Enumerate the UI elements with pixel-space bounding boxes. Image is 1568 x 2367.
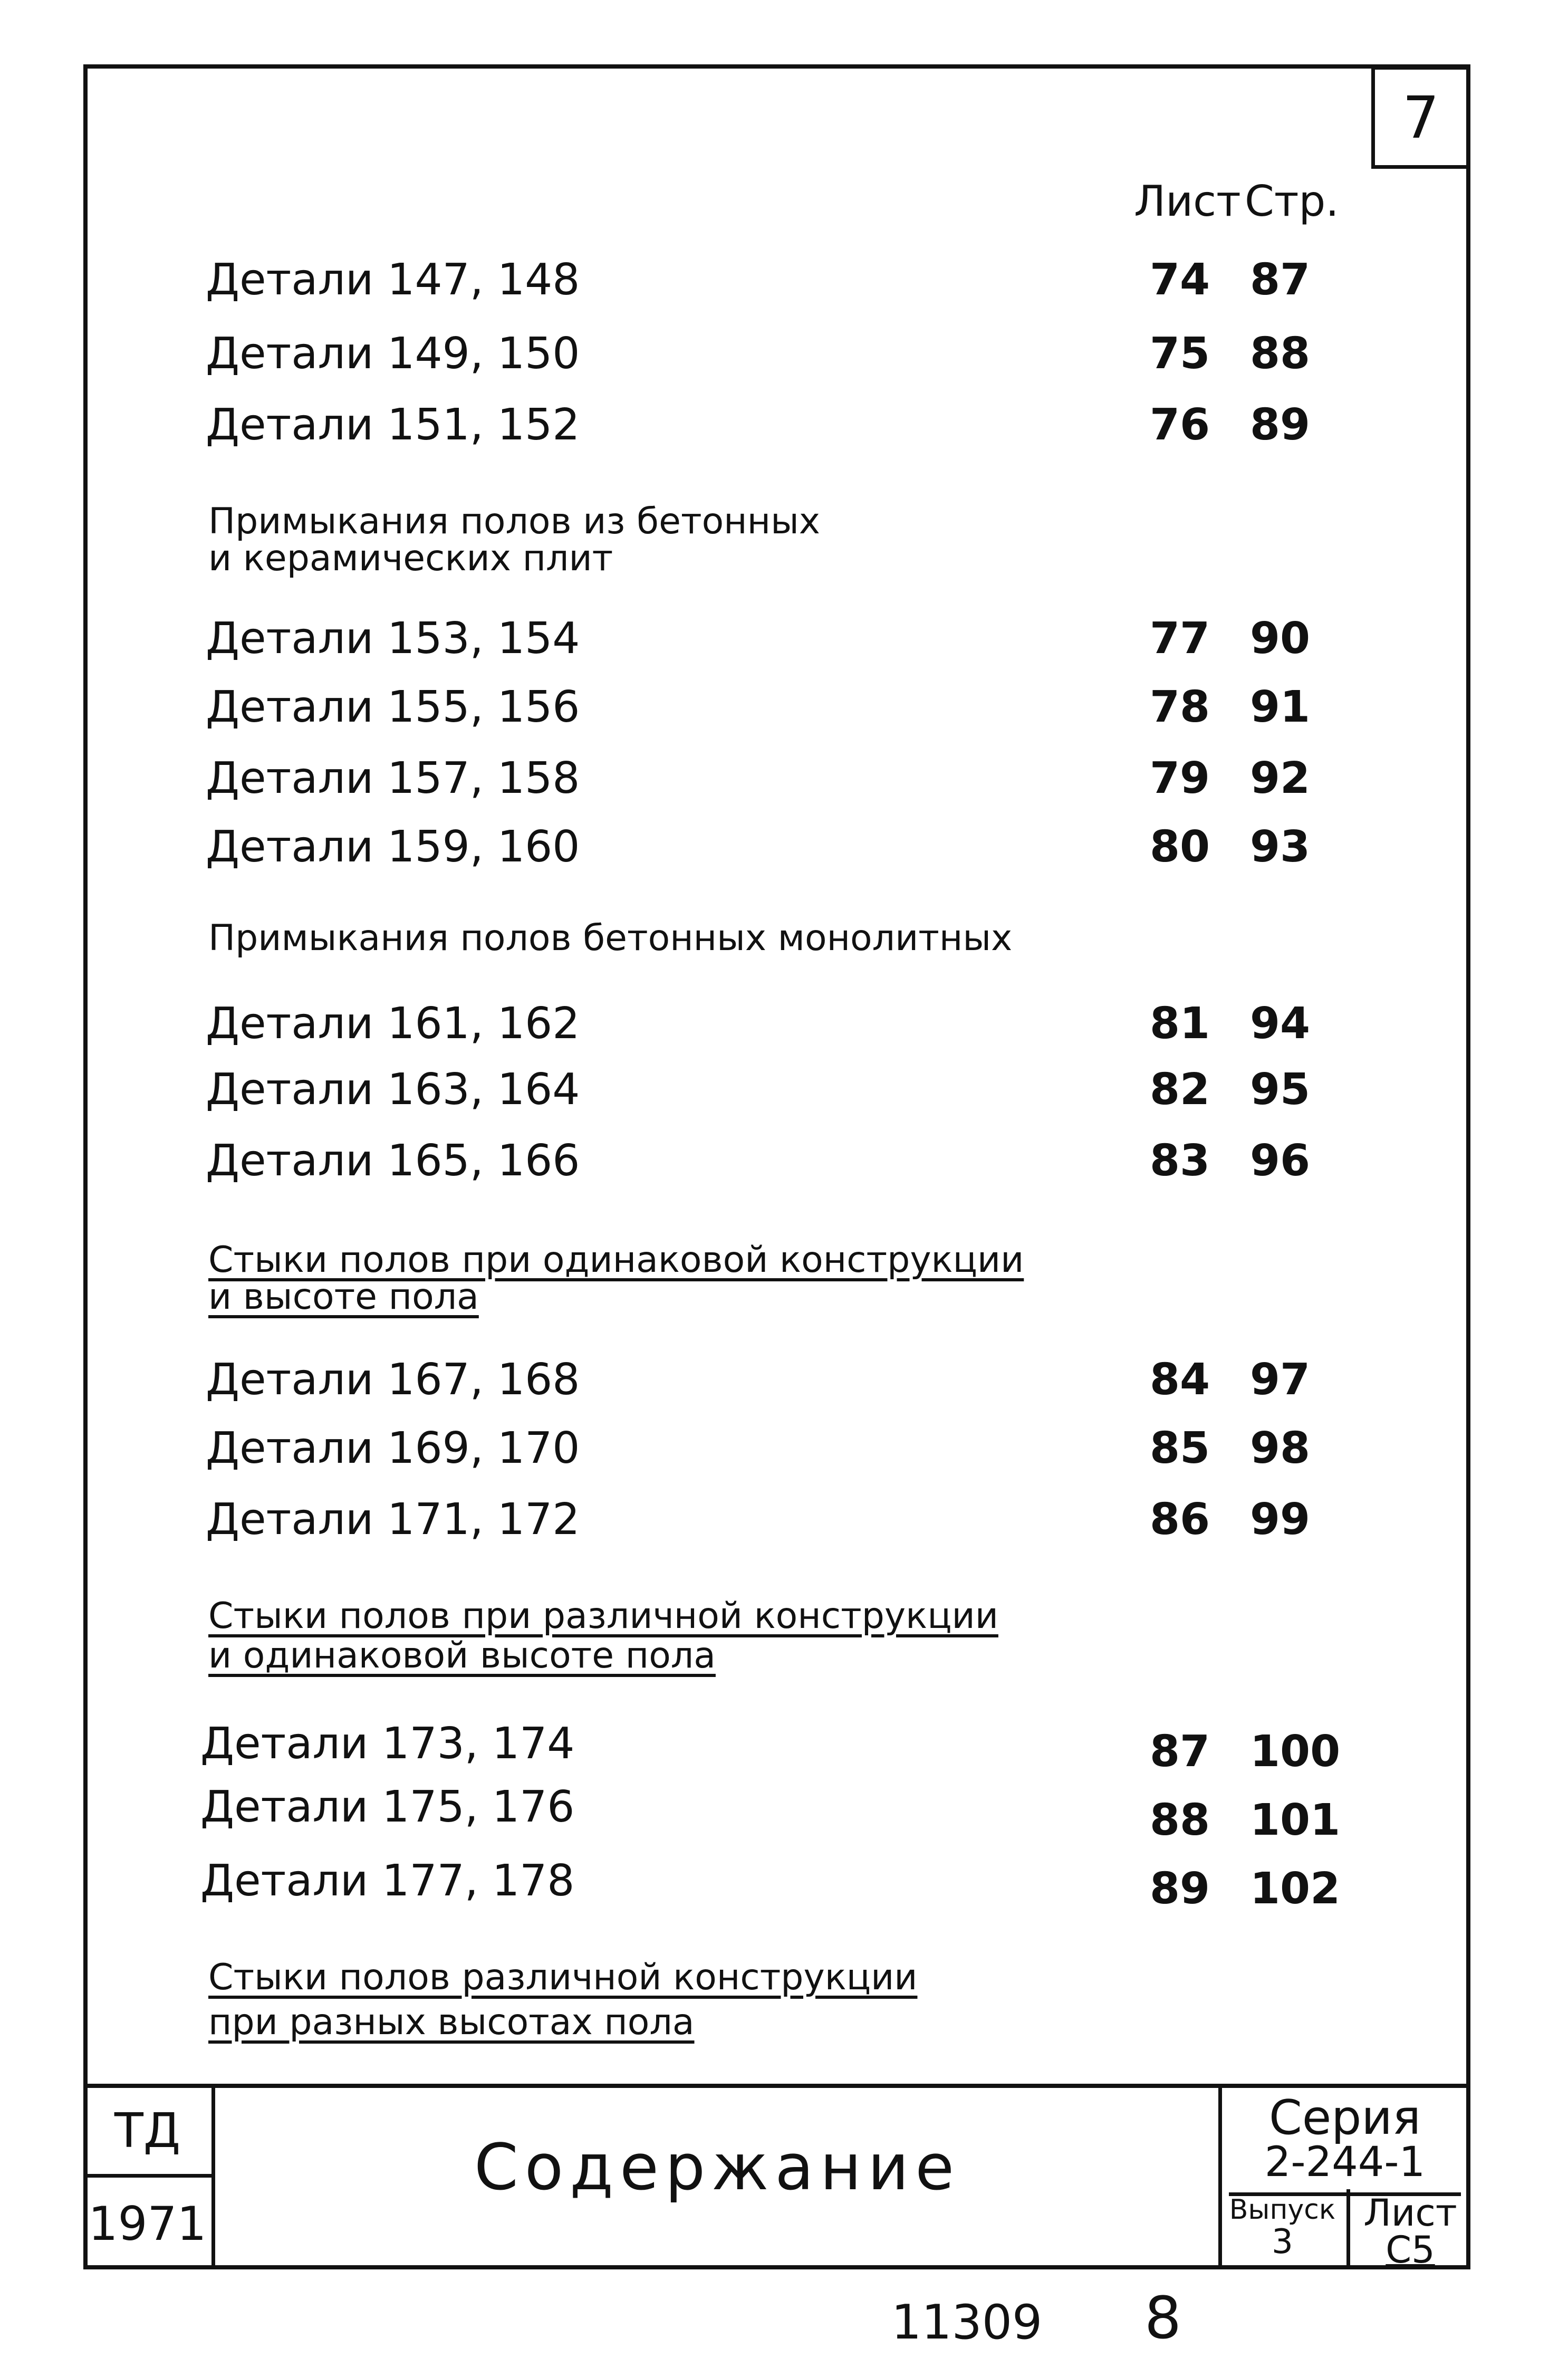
section-heading-line1: Примыкания полов бетонных монолитных: [208, 917, 1013, 959]
entry-page: 87: [1250, 255, 1311, 305]
entry-sheet: 84: [1150, 1355, 1210, 1405]
entry-sheet: 82: [1150, 1065, 1210, 1115]
header-sheet: Лист: [1134, 177, 1241, 226]
series-number: 2-244-1: [1229, 2142, 1461, 2196]
entry-label: Детали 171, 172: [206, 1494, 580, 1545]
entry-page: 91: [1250, 682, 1311, 732]
entry-sheet: 86: [1150, 1494, 1210, 1545]
entry-label: Детали 167, 168: [206, 1355, 580, 1405]
entry-sheet: 78: [1150, 682, 1210, 732]
title-block-year: 1971: [83, 2178, 215, 2269]
title-block-org: ТД: [83, 2088, 215, 2178]
entry-sheet: 76: [1150, 400, 1210, 450]
entry-page: 93: [1250, 822, 1311, 872]
entry-page: 96: [1250, 1136, 1311, 1186]
entry-label: Детали 177, 178: [200, 1856, 575, 1906]
issue-value: 3: [1272, 2222, 1293, 2261]
entry-sheet: 79: [1150, 753, 1210, 803]
section-heading-line1: Стыки полов при одинаковой конструкции: [208, 1239, 1024, 1281]
entry-label: Детали 157, 158: [206, 753, 580, 803]
entry-page: 89: [1250, 400, 1311, 450]
entry-sheet: 88: [1150, 1795, 1210, 1845]
issue-label: Выпуск: [1229, 2194, 1336, 2226]
footer-page-number: 8: [1144, 2284, 1181, 2352]
series-label: Серия: [1269, 2090, 1421, 2145]
entry-label: Детали 169, 170: [206, 1423, 580, 1473]
document-title: Содержание: [474, 2131, 961, 2205]
sheet-value: С5: [1386, 2228, 1435, 2272]
entry-label: Детали 153, 154: [206, 614, 580, 664]
entry-label: Детали 159, 160: [206, 822, 580, 872]
entry-sheet: 74: [1150, 255, 1210, 305]
header-page: Стр.: [1245, 177, 1339, 226]
entry-label: Детали 175, 176: [200, 1782, 575, 1832]
page-number-box: [1371, 66, 1470, 169]
entry-page: 92: [1250, 753, 1311, 803]
section-heading-line2: и керамических плит: [208, 538, 613, 579]
entry-sheet: 89: [1150, 1864, 1210, 1914]
inventory-number: 11309: [891, 2295, 1043, 2350]
entry-page: 88: [1250, 329, 1311, 379]
entry-sheet: 81: [1150, 999, 1210, 1049]
entry-page: 101: [1250, 1795, 1341, 1845]
entry-label: Детали 151, 152: [206, 400, 580, 450]
entry-label: Детали 155, 156: [206, 682, 580, 732]
entry-page: 94: [1250, 999, 1311, 1049]
entry-label: Детали 173, 174: [200, 1719, 575, 1769]
entry-sheet: 87: [1150, 1727, 1210, 1777]
section-heading-line1: Стыки полов при различной конструкции: [208, 1595, 998, 1637]
section-heading-line2: и высоте пола: [208, 1276, 479, 1318]
page-number: 7: [1402, 83, 1439, 151]
entry-page: 90: [1250, 614, 1311, 664]
entry-label: Детали 161, 162: [206, 999, 580, 1049]
entry-page: 99: [1250, 1494, 1311, 1545]
entry-label: Детали 163, 164: [206, 1065, 580, 1115]
section-heading-line1: Примыкания полов из бетонных: [208, 501, 821, 542]
entry-sheet: 85: [1150, 1423, 1210, 1473]
sheet-cell: [1350, 2189, 1470, 2272]
entry-sheet: 83: [1150, 1136, 1210, 1186]
entry-label: Детали 149, 150: [206, 329, 580, 379]
section-heading-line1: Стыки полов различной конструкции: [208, 1957, 918, 1998]
section-heading-line2: и одинаковой высоте пола: [208, 1635, 716, 1676]
entry-page: 98: [1250, 1423, 1311, 1473]
entry-sheet: 80: [1150, 822, 1210, 872]
section-heading-line2: при разных высотах пола: [208, 2001, 695, 2043]
entry-page: 100: [1250, 1727, 1341, 1777]
issue-cell: [1218, 2189, 1350, 2269]
sheet-label: Лист: [1363, 2191, 1457, 2235]
entry-page: 95: [1250, 1065, 1311, 1115]
entry-label: Детали 165, 166: [206, 1136, 580, 1186]
entry-sheet: 75: [1150, 329, 1210, 379]
entry-sheet: 77: [1150, 614, 1210, 664]
entry-page: 102: [1250, 1864, 1341, 1914]
entry-label: Детали 147, 148: [206, 255, 580, 305]
entry-page: 97: [1250, 1355, 1311, 1405]
